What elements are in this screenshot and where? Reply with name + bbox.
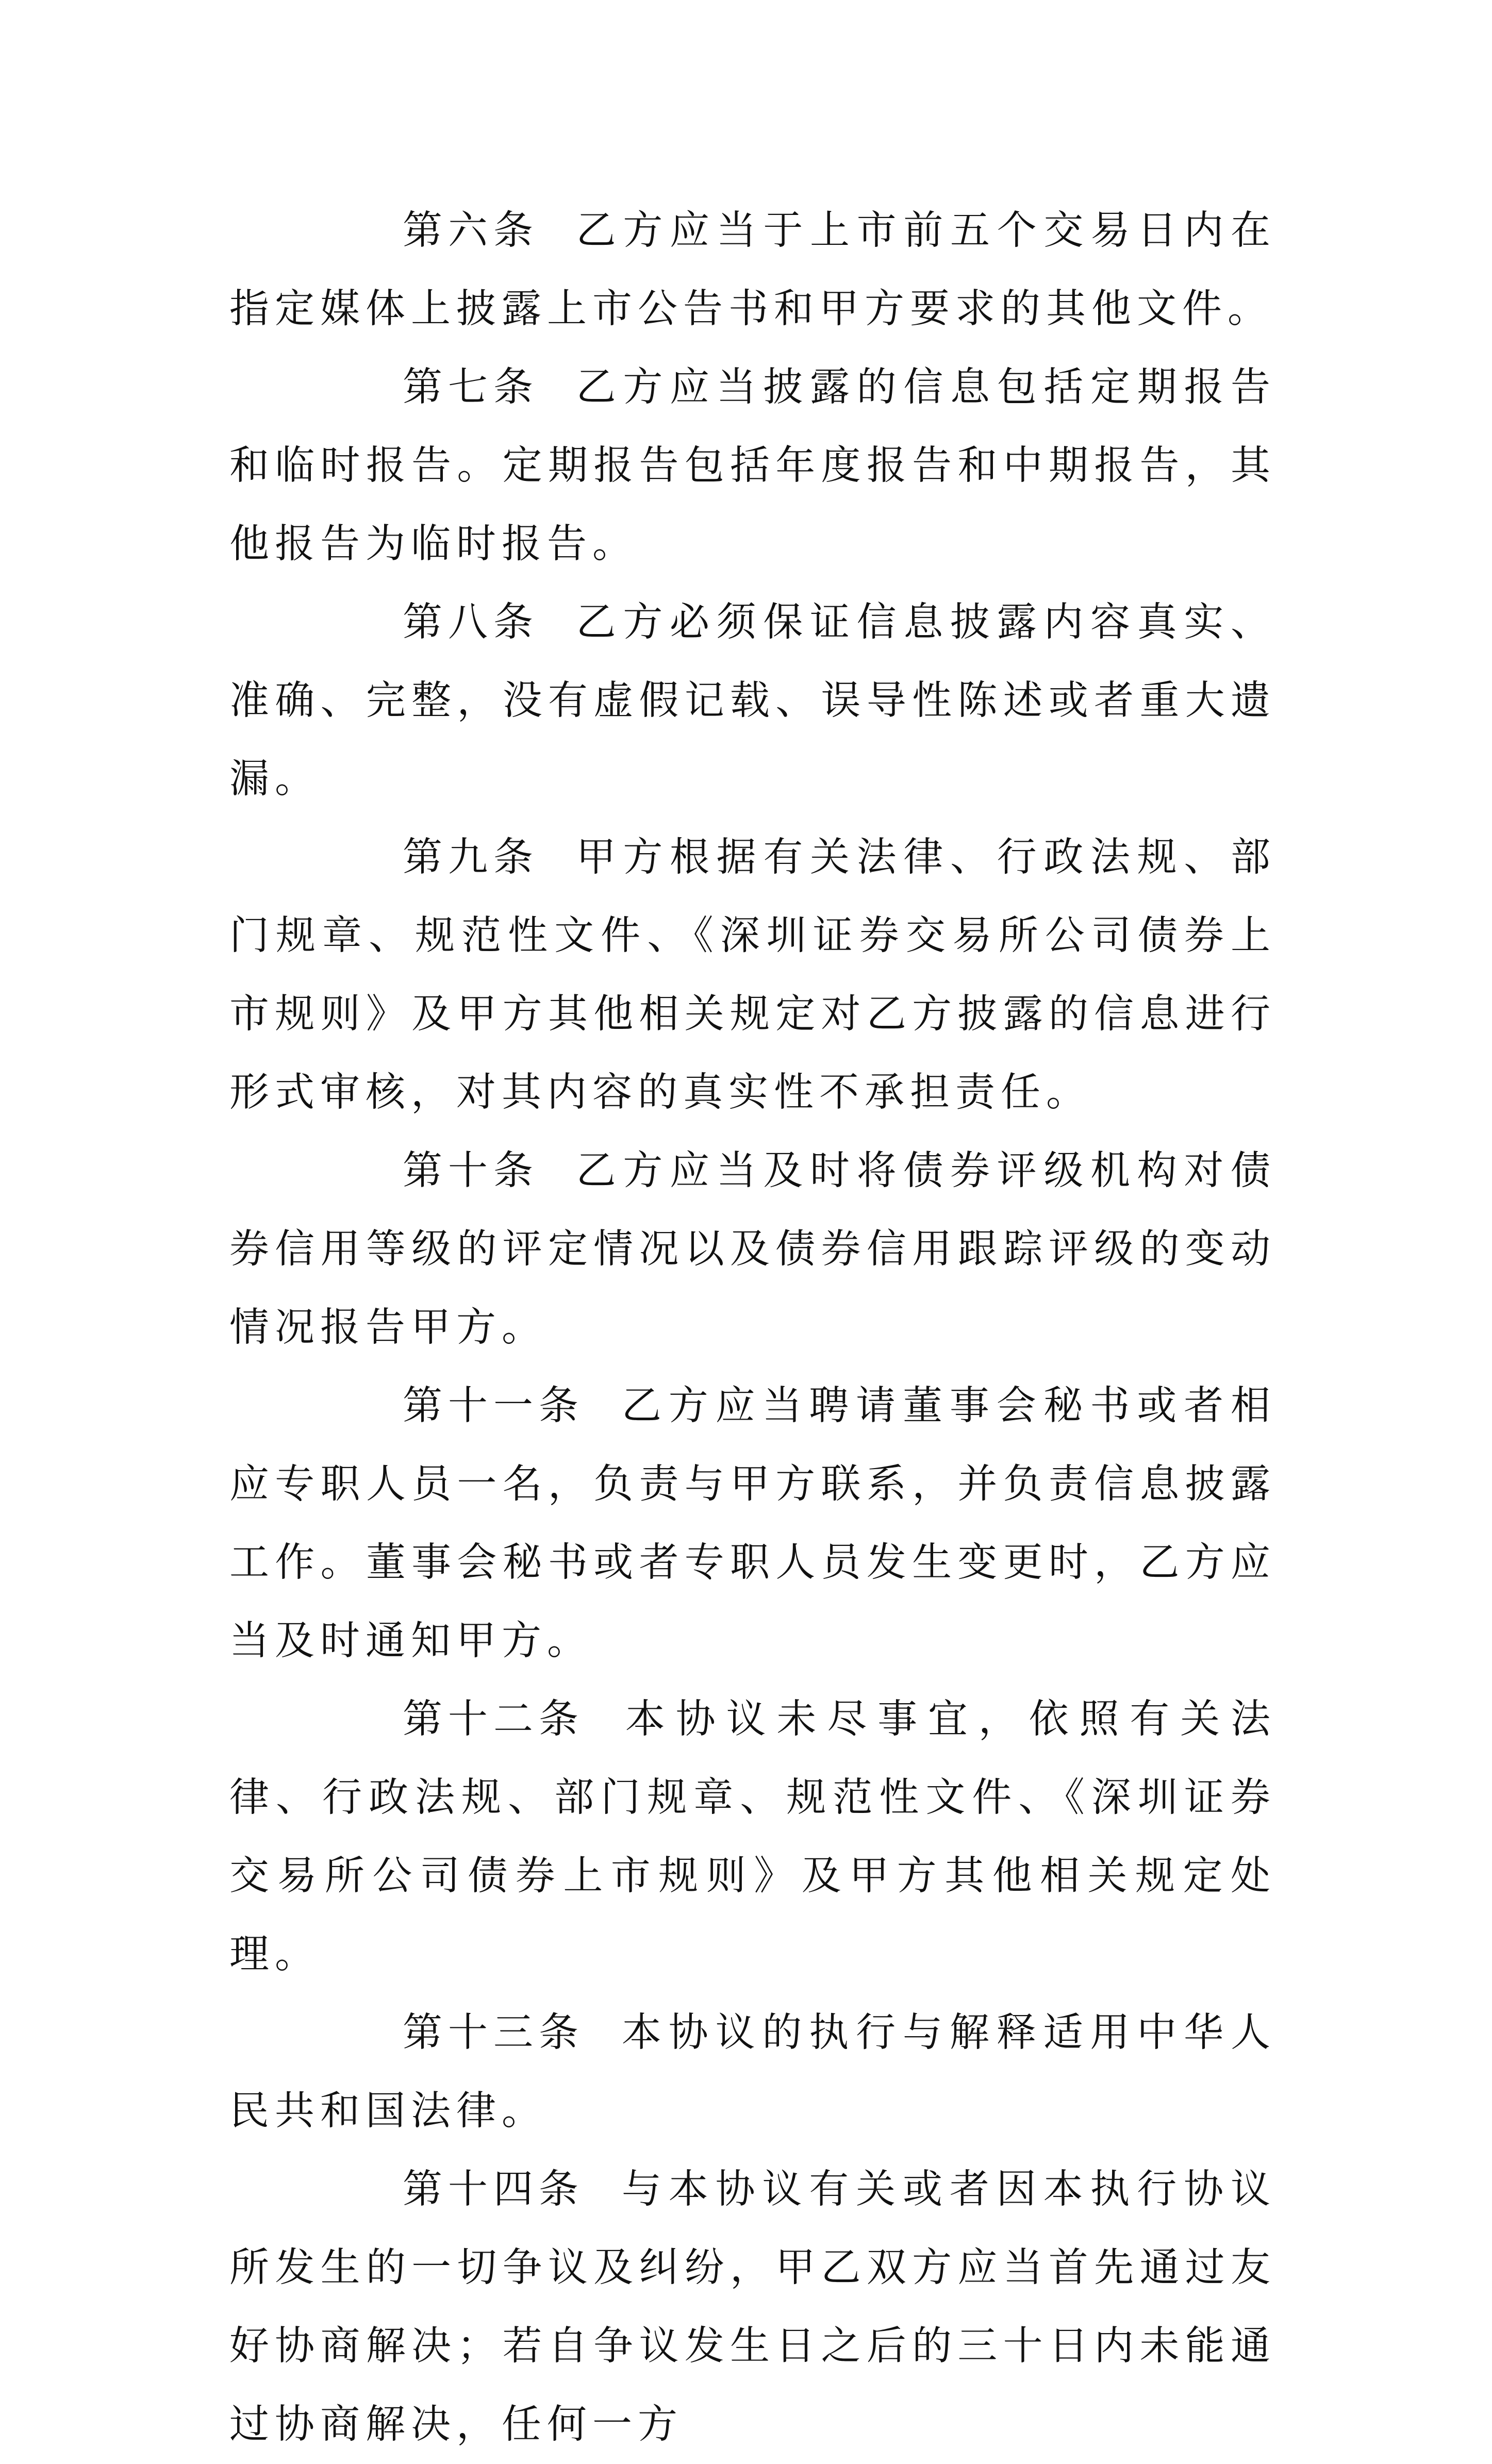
clause-12 <box>229 1680 1276 1994</box>
clause-8 <box>229 584 1276 819</box>
clause-number: 第十四条 <box>403 2167 584 2212</box>
clause-10 <box>229 1132 1276 1367</box>
clause-text: 乙方应当披露的信息包括定期报告和临时报告。定期报告包括年度报告和中期报告，其他报告为临时报告。 <box>229 364 1276 567</box>
clause-text: 乙方应当于上市前五个交易日内在指定媒体上披露上市公告书和甲方要求的其他文件。 <box>229 208 1276 332</box>
clause-number: 第十三条 <box>403 2010 584 2056</box>
clause-7 <box>229 348 1276 584</box>
clause-text: 乙方应当聘请董事会秘书或者相应专职人员一名，负责与甲方联系，并负责信息披露工作。董事会秘书或者专职人员发生变更时，乙方应当及时通知甲方。 <box>229 1383 1276 1664</box>
clause-text: 甲方根据有关法律、行政法规、部门规章、规范性文件、《深圳证券交易所公司债券上市规则》及甲方其他相关规定对乙方披露的信息进行形式审核，对其内容的真实性不承担责任。 <box>229 835 1276 1116</box>
clause-number: 第八条 <box>403 600 539 645</box>
clause-text: 本协议未尽事宜，依照有关法律、行政法规、部门规章、规范性文件、《深圳证券交易所公司债券上市规则》及甲方其他相关规定处理。 <box>229 1696 1276 1977</box>
document-body <box>229 192 1276 2464</box>
clause-text: 本协议的执行与解释适用中华人民共和国法律。 <box>229 2010 1276 2134</box>
clause-number: 第十条 <box>403 1148 539 1194</box>
clause-number: 第九条 <box>403 835 539 880</box>
clause-6 <box>229 192 1276 348</box>
clause-13 <box>229 1994 1276 2151</box>
clause-number: 第十二条 <box>403 1696 584 1742</box>
clause-9 <box>229 819 1276 1132</box>
clause-number: 第十一条 <box>403 1383 584 1429</box>
clause-text: 乙方必须保证信息披露内容真实、准确、完整，没有虚假记载、误导性陈述或者重大遗漏。 <box>229 600 1276 802</box>
clause-14 <box>229 2151 1276 2464</box>
clause-11 <box>229 1367 1276 1680</box>
clause-number: 第六条 <box>403 208 539 254</box>
clause-text: 与本协议有关或者因本执行协议所发生的一切争议及纠纷，甲乙双方应当首先通过友好协商解决；若自争议发生日之后的三十日内未能通过协商解决，任何一方 <box>229 2167 1276 2448</box>
clause-number: 第七条 <box>403 364 539 410</box>
clause-text: 乙方应当及时将债券评级机构对债券信用等级的评定情况以及债券信用跟踪评级的变动情况报告甲方。 <box>229 1148 1276 1351</box>
